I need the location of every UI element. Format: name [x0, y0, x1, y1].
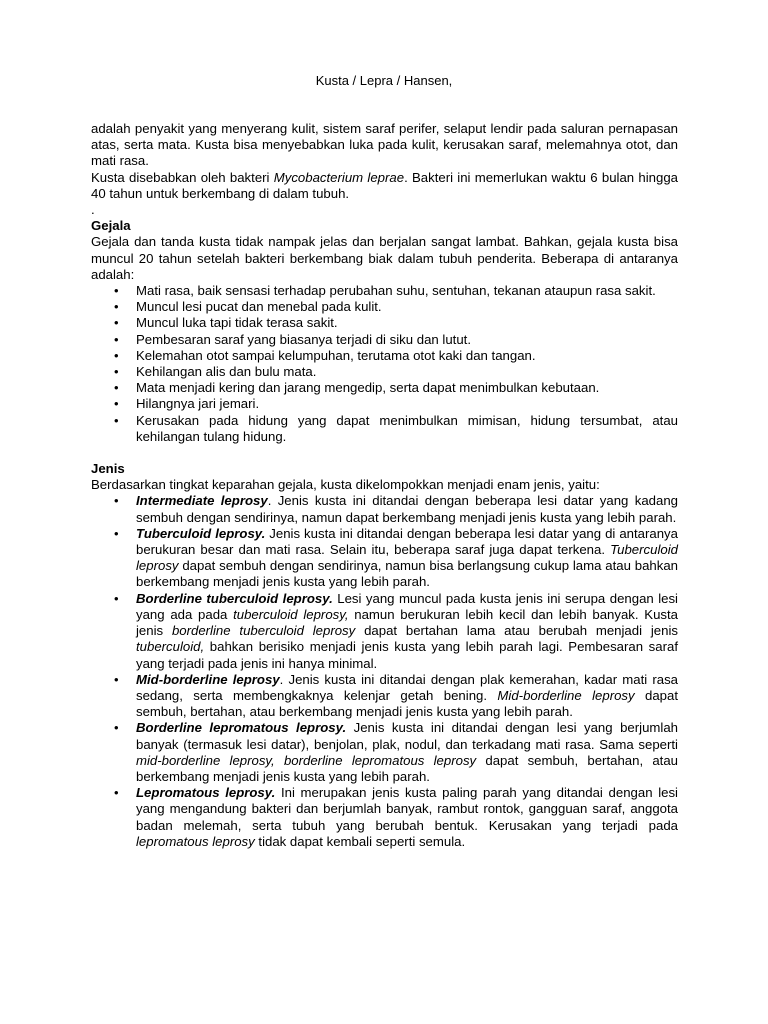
bullet-icon: •	[114, 283, 119, 299]
list-item: • Intermediate leprosy. Jenis kusta ini ditandai dengan beberapa lesi datar yang kadang sembuh dengan sendirinya, namun dapat berkembang menjadi jenis kusta yang lebih parah.	[114, 493, 678, 525]
list-item: • Muncul lesi pucat dan menebal pada kulit.	[114, 299, 382, 315]
jenis-intro: Berdasarkan tingkat keparahan gejala, kusta dikelompokkan menjadi enam jenis, yaitu:	[91, 477, 600, 493]
bullet-icon: •	[114, 720, 119, 736]
bullet-icon: •	[114, 525, 119, 541]
bullet-icon: •	[114, 493, 119, 509]
bullet-icon: •	[114, 299, 119, 315]
stray-dot: .	[91, 202, 95, 218]
jenis-list	[91, 493, 678, 849]
bullet-icon: •	[114, 315, 119, 331]
bullet-icon: •	[114, 396, 119, 412]
list-item: • Kelemahan otot sampai kelumpuhan, terutama otot kaki dan tangan.	[114, 347, 536, 363]
cause-paragraph: Kusta disebabkan oleh bakteri Mycobacterium leprae. Bakteri ini memerlukan waktu 6 bulan hingga 40 tahun untuk berkembang di dalam tubuh.	[91, 169, 678, 201]
leprosy-type-name: Lepromatous leprosy.	[136, 785, 276, 801]
gejala-heading: Gejala	[91, 218, 131, 234]
bullet-icon: •	[114, 590, 119, 606]
list-item: • Lepromatous leprosy. Ini merupakan jenis kusta paling parah yang ditandai dengan lesi yang mengandung bakteri dan berjumlah banyak, rambut rontok, gangguan saraf, anggota badan melemah, serta tubuh yang berubah bentuk. Kerusakan yang terjadi pada lepromatous leprosy tidak dapat kembali seperti semula.	[114, 785, 678, 849]
bullet-icon: •	[114, 785, 119, 801]
section-spacer	[91, 445, 678, 461]
list-item: • Pembesaran saraf yang biasanya terjadi di siku dan lutut.	[114, 331, 472, 347]
intro-paragraph: adalah penyakit yang menyerang kulit, sistem saraf perifer, selaput lendir pada saluran pernapasan atas, serta mata. Kusta bisa menyebabkan luka pada kulit, kerusakan saraf, melemahnya otot, dan mati rasa.	[91, 121, 678, 169]
leprosy-type-name: Intermediate leprosy	[136, 493, 268, 509]
bullet-icon: •	[114, 364, 119, 380]
list-item: • Borderline tuberculoid leprosy. Lesi yang muncul pada kusta jenis ini serupa dengan lesi yang ada pada tuberculoid leprosy, namun berukuran lebih kecil dan lebih banyak. Kusta jenis borderline tuberculoid leprosy dapat bertahan lama atau berubah menjadi jenis tuberculoid, bahkan berisiko menjadi jenis kusta yang lebih parah lagi. Pembesaran saraf yang terjadi pada jenis ini hanya minimal.	[114, 590, 678, 671]
leprosy-type-name: Borderline tuberculoid leprosy.	[136, 590, 333, 606]
list-item: • Hilangnya jari jemari.	[114, 396, 260, 412]
jenis-heading: Jenis	[91, 461, 125, 477]
list-item: • Kehilangan alis dan bulu mata.	[114, 364, 317, 380]
list-item: • Borderline lepromatous leprosy. Jenis kusta ini ditandai dengan lesi yang berjumlah banyak (termasuk lesi datar), benjolan, plak, nodul, dan terkadang mati rasa. Sama seperti mid-borderline leprosy, borderline lepromatous leprosy dapat sembuh, bertahan, atau berkembang menjadi jenis kusta yang lebih parah.	[114, 720, 679, 784]
bullet-icon: •	[114, 380, 119, 396]
document-title: Kusta / Lepra / Hansen,	[315, 73, 453, 88]
list-item: • Mid-borderline leprosy. Jenis kusta ini ditandai dengan plak kemerahan, kadar mati rasa sedang, serta membengkaknya kelenjar getah bening. Mid-borderline leprosy dapat sembuh, bertahan, atau berkembang menjadi jenis kusta yang lebih parah.	[114, 671, 679, 720]
leprosy-type-name: Tuberculoid leprosy.	[136, 525, 266, 541]
list-item: • Kerusakan pada hidung yang dapat menimbulkan mimisan, hidung tersumbat, atau kehilangan tulang hidung.	[114, 412, 678, 444]
bacteria-name: Mycobacterium leprae	[273, 169, 405, 185]
document-body	[91, 121, 678, 850]
list-item: • Mati rasa, baik sensasi terhadap perubahan suhu, sentuhan, tekanan ataupun rasa sakit.	[114, 283, 656, 299]
list-item: • Muncul luka tapi tidak terasa sakit.	[114, 315, 338, 331]
bullet-icon: •	[114, 331, 119, 347]
leprosy-type-name: Borderline lepromatous leprosy.	[136, 720, 347, 736]
bullet-icon: •	[114, 347, 119, 363]
list-item: • Tuberculoid leprosy. Jenis kusta ini ditandai dengan beberapa lesi datar yang di antaranya berukuran besar dan mati rasa. Selain itu, beberapa saraf juga dapat terkena. Tuberculoid leprosy dapat sembuh dengan sendirinya, namun bisa berlangsung cukup lama atau bahkan berkembang menjadi jenis kusta yang lebih parah.	[114, 525, 678, 590]
bullet-icon: •	[114, 412, 119, 428]
bullet-icon: •	[114, 671, 119, 687]
gejala-intro: Gejala dan tanda kusta tidak nampak jelas dan berjalan sangat lambat. Bahkan, gejala kusta bisa muncul 20 tahun setelah bakteri berkembang biak dalam tubuh penderita. Beberapa di antaranya adalah:	[91, 234, 678, 282]
list-item: • Mata menjadi kering dan jarang mengedip, serta dapat menimbulkan kebutaan.	[114, 380, 600, 396]
leprosy-type-name: Mid-borderline leprosy	[136, 671, 280, 687]
gejala-list	[91, 283, 678, 445]
